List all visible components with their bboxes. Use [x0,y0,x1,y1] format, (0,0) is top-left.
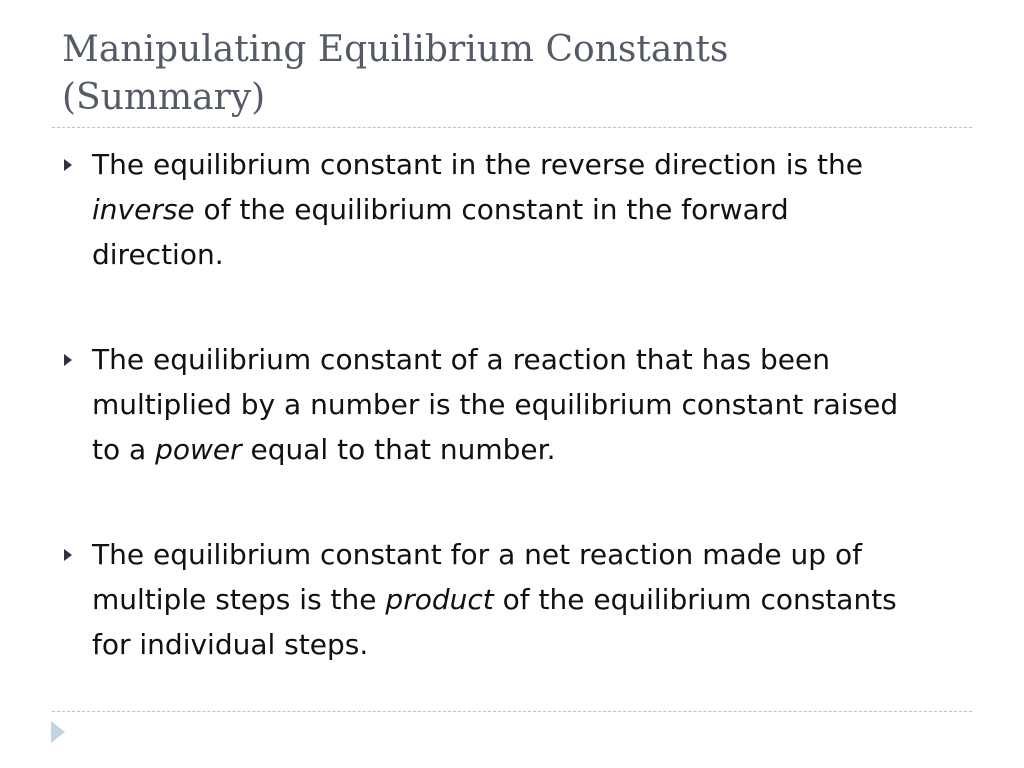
bullet-1-line-3: direction. [92,238,224,271]
bullet-3-line-2-post: of the equilibrium constants [493,583,897,616]
slide-title-line-2: (Summary) [62,77,266,118]
triangle-bullet-icon [64,549,72,561]
bullet-3-line-2-pre: multiple steps is the [92,583,386,616]
bullet-2-line-3-pre: to a [92,433,156,466]
bullet-3-line-2 [92,577,952,622]
bullet-2-line-3 [92,427,952,472]
bullet-1-line-2-text: of the equilibrium constant in the forward [194,193,789,226]
triangle-bullet-icon [64,354,72,366]
bullet-2-line-2: multiplied by a number is the equilibrium constant raised [92,388,899,421]
bullet-item-reverse [62,142,952,277]
slide-title [62,26,962,122]
footer-divider [52,711,972,712]
bullet-item-net-reaction [62,532,952,667]
emphasis-power: power [155,433,242,466]
bullet-2-line-3-post: equal to that number. [241,433,556,466]
triangle-bullet-icon [64,159,72,171]
emphasis-product: product [385,583,494,616]
next-slide-arrow-icon[interactable] [51,721,65,743]
emphasis-inverse: inverse [92,193,195,226]
slide-title-line-1: Manipulating Equilibrium Constants [62,29,729,70]
bullet-list [62,142,952,667]
bullet-item-multiplied [62,337,952,472]
bullet-1-line-1: The equilibrium constant in the reverse direction is the [92,148,863,181]
bullet-1-line-2 [92,187,952,232]
title-divider [52,127,972,128]
bullet-3-line-3: for individual steps. [92,628,369,661]
bullet-3-line-1: The equilibrium constant for a net reaction made up of [92,538,862,571]
bullet-2-line-1: The equilibrium constant of a reaction that has been [92,343,830,376]
